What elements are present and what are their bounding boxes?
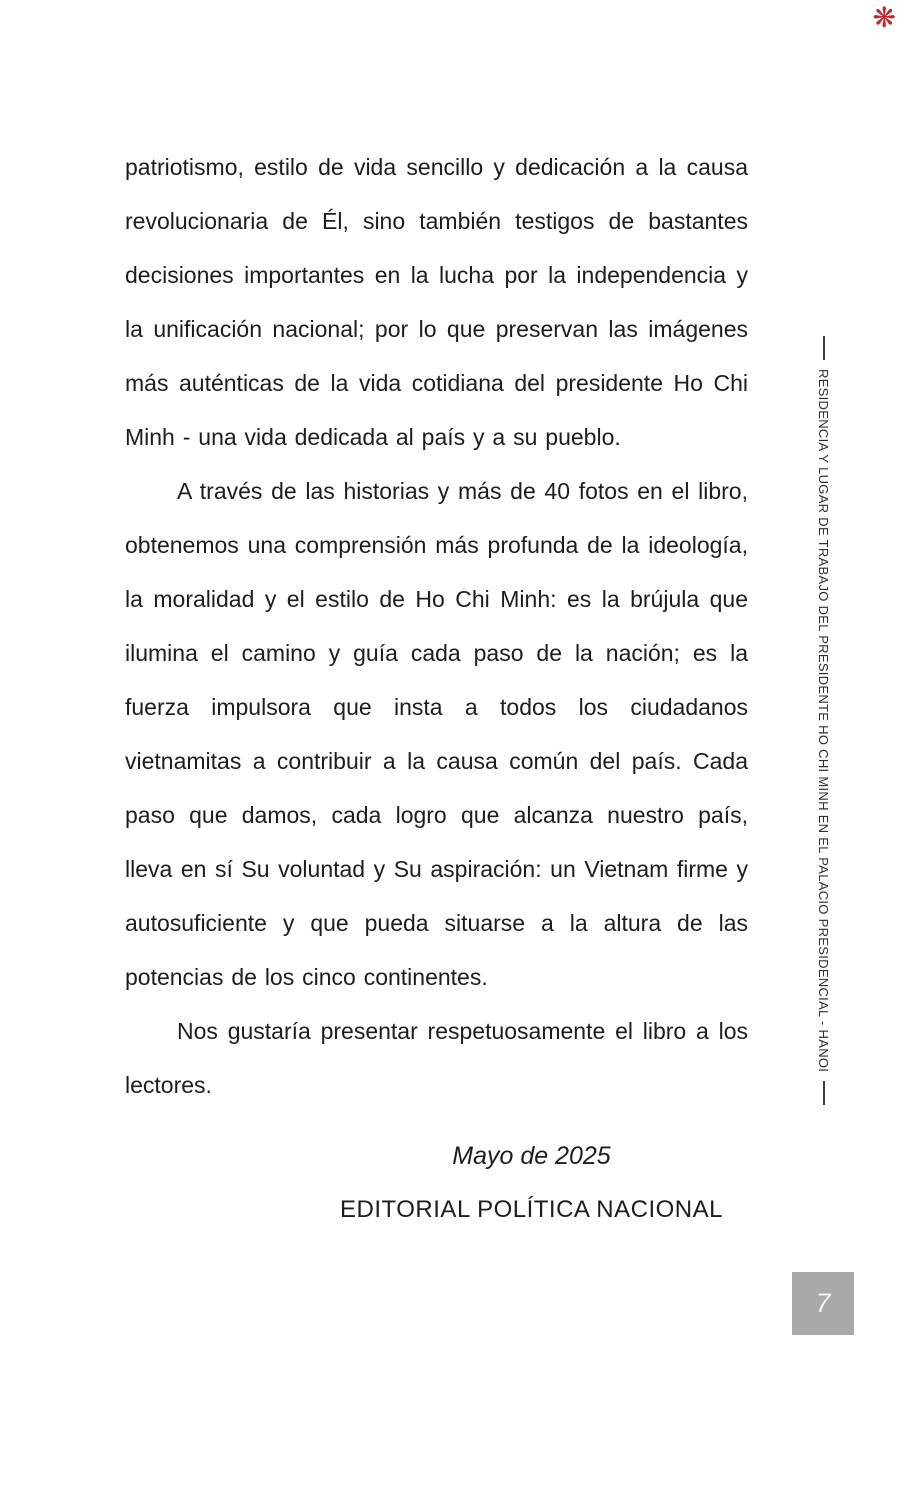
paragraph-continuation: patriotismo, estilo de vida sencillo y dedicación a la causa revolucionaria de Él, sino también testigos de bastantes decisiones importantes en la lucha por la independencia y la unificación nacional; por lo que preservan las imágenes más auténticas de la vida cotidiana del presidente Ho Chi Minh - una vida dedicada al país y a su pueblo. [125, 154, 748, 450]
page-number: 7 [815, 1288, 831, 1318]
margin-running-title [816, 336, 831, 1105]
publisher-name: EDITORIAL POLÍTICA NACIONAL [340, 1196, 723, 1223]
signature-block [125, 1130, 748, 1238]
running-title-text: RESIDENCIA Y LUGAR DE TRABAJO DEL PRESIDENTE HO CHI MINH EN EL PALACIO PRESIDENCIAL - HANOI [816, 369, 831, 1073]
rule-bottom [823, 1081, 825, 1105]
flower-ornament-icon: ❋ [872, 2, 896, 33]
page-number-tab [792, 1272, 854, 1335]
main-text-column [125, 140, 748, 1238]
paragraph: A través de las historias y más de 40 fotos en el libro, obtenemos una comprensión más profunda de la ideología, la moralidad y el estilo de Ho Chi Minh: es la brújula que ilumina el camino y guía cada paso de la nación; es la fuerza impulsora que insta a todos los ciudadanos vietnamitas a contribuir a la causa común del país. Cada paso que damos, cada logro que alcanza nuestro país, lleva en sí Su voluntad y Su aspiración: un Vietnam firme y autosuficiente y que pueda situarse a la altura de las potencias de los cinco continentes. [125, 478, 748, 990]
publication-date: Mayo de 2025 [452, 1142, 611, 1170]
rule-top [823, 336, 825, 360]
paragraph: Nos gustaría presentar respetuosamente el libro a los lectores. [125, 1018, 748, 1098]
